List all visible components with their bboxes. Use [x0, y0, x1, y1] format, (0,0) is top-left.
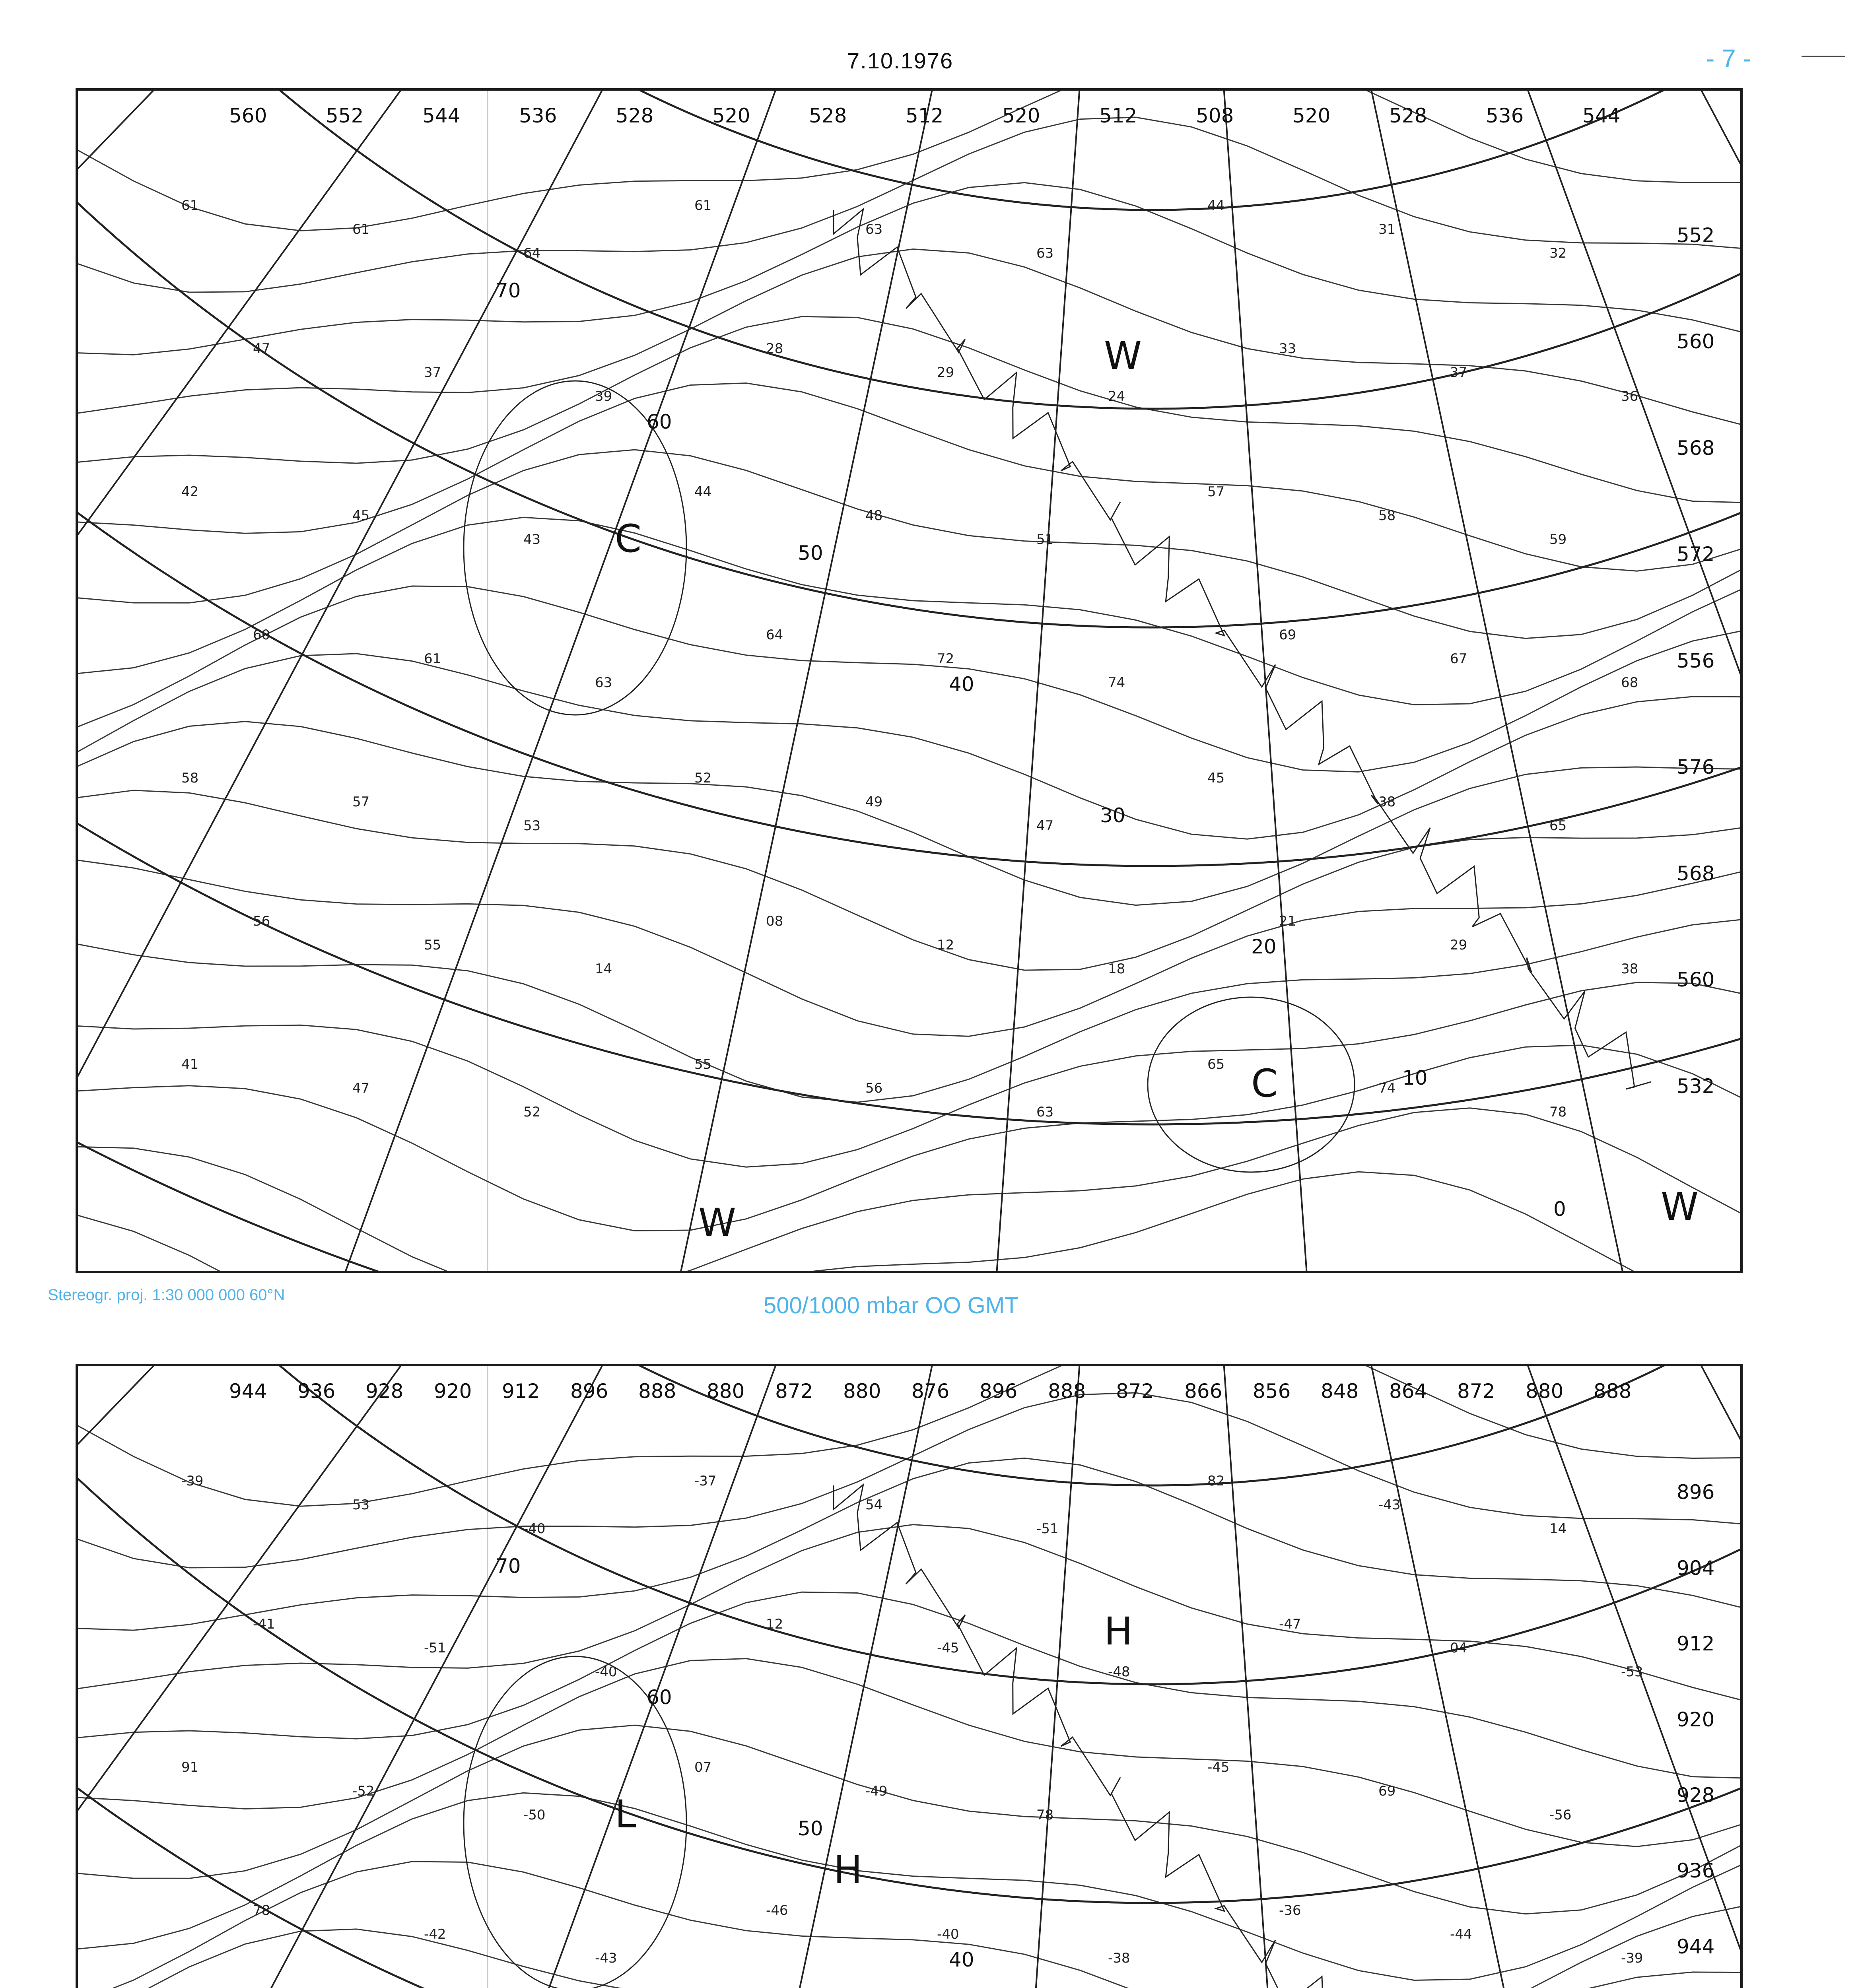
- station-value: 74: [1108, 675, 1125, 691]
- station-value: -43: [1378, 1497, 1401, 1513]
- meridian-line: [78, 91, 1152, 1271]
- height-contour: [78, 654, 1740, 839]
- contour-label: 560: [1677, 968, 1715, 991]
- station-value: -45: [1207, 1759, 1230, 1775]
- station-value: 63: [1036, 1104, 1054, 1120]
- station-value: 58: [1378, 508, 1396, 524]
- caption-top: 500/1000 mbar OO GMT: [764, 1293, 1019, 1318]
- pressure-center: H: [834, 1848, 863, 1892]
- contour-label: 880: [707, 1380, 745, 1403]
- map-svg-top: [78, 91, 1740, 1271]
- contour-label: 520: [1292, 104, 1331, 127]
- contour-label: 944: [1677, 1935, 1715, 1958]
- latitude-circle: [78, 91, 1740, 1271]
- station-value: 63: [595, 675, 612, 691]
- latitude-label: 40: [949, 1948, 974, 1971]
- meridian-line: [1152, 91, 1740, 1271]
- station-value: 44: [1207, 198, 1225, 214]
- station-value: 72: [937, 651, 954, 667]
- station-value: 69: [1378, 1783, 1396, 1799]
- contour-label: 928: [365, 1380, 404, 1403]
- station-value: 64: [523, 245, 541, 261]
- contour-label: 872: [1457, 1380, 1495, 1403]
- station-value: 43: [523, 532, 541, 547]
- pressure-center: H: [1104, 1609, 1133, 1654]
- station-value: 64: [766, 627, 783, 643]
- contour-label: 572: [1677, 543, 1715, 566]
- coastline: [834, 209, 1651, 1089]
- contour-label: 888: [638, 1380, 676, 1403]
- contour-label: 848: [1321, 1380, 1359, 1403]
- coastline: [834, 1485, 1651, 1988]
- station-value: 60: [253, 627, 270, 643]
- contour-label: 532: [1677, 1075, 1715, 1098]
- contour-label: 864: [1389, 1380, 1427, 1403]
- station-value: 55: [424, 937, 441, 953]
- station-value: 78: [1036, 1807, 1054, 1823]
- contour-label: 544: [1582, 104, 1621, 127]
- latitude-label: 60: [647, 1686, 672, 1709]
- latitude-label: 50: [798, 542, 823, 565]
- station-value: 57: [352, 794, 370, 810]
- latitude-label: 0: [1553, 1198, 1566, 1221]
- station-value: 53: [523, 818, 541, 834]
- latitude-label: 10: [1402, 1066, 1428, 1089]
- height-contour: [78, 586, 1740, 772]
- latitude-label: 40: [949, 673, 974, 696]
- station-value: -49: [865, 1783, 888, 1799]
- latitude-circle: [78, 91, 1740, 1271]
- station-value: 29: [937, 365, 954, 381]
- meridian-line: [1152, 1366, 1740, 1988]
- contour-label: 512: [1099, 104, 1137, 127]
- height-contour: [78, 919, 1740, 1102]
- station-value: 41: [181, 1056, 199, 1072]
- station-value: 57: [1207, 484, 1225, 500]
- contour-label: 876: [912, 1380, 950, 1403]
- station-value: -40: [523, 1521, 546, 1537]
- contour-label: 856: [1253, 1380, 1291, 1403]
- station-value: -36: [1279, 1903, 1301, 1918]
- station-value: -48: [1108, 1664, 1130, 1680]
- station-value: 53: [352, 1497, 370, 1513]
- latitude-circle: [78, 91, 1740, 866]
- station-value: -56: [1549, 1807, 1572, 1823]
- contour-label: 508: [1196, 104, 1234, 127]
- station-value: 47: [1036, 818, 1054, 834]
- station-value: 68: [1621, 675, 1638, 691]
- contour-label: 536: [1486, 104, 1524, 127]
- station-value: -50: [523, 1807, 546, 1823]
- station-value: 61: [694, 198, 712, 214]
- station-value: 28: [766, 341, 783, 357]
- station-value: 55: [694, 1056, 712, 1072]
- latitude-label: 50: [798, 1817, 823, 1840]
- station-value: 67: [1450, 651, 1467, 667]
- height-contour: [78, 1108, 1740, 1271]
- station-value: 12: [766, 1616, 783, 1632]
- chart-300mbar: [76, 1364, 1743, 1988]
- height-contour: [78, 1659, 1740, 1847]
- height-contour: [78, 450, 1740, 639]
- station-value: 78: [253, 1903, 270, 1918]
- meridian-line: [1152, 1366, 1740, 1988]
- contour-label: 872: [1116, 1380, 1154, 1403]
- height-contour: [78, 1793, 1740, 1980]
- contour-label: 912: [502, 1380, 540, 1403]
- station-value: 63: [865, 221, 883, 237]
- height-contour: [78, 1929, 1740, 1988]
- page-number: - 7 -: [1706, 44, 1751, 73]
- station-value: 21: [1279, 913, 1296, 929]
- height-contour: [78, 1725, 1740, 1914]
- height-contour: [78, 1458, 1740, 1630]
- contour-label: 560: [1677, 330, 1715, 353]
- station-value: -53: [1621, 1664, 1643, 1680]
- height-contour: [78, 722, 1740, 905]
- station-value: 33: [1279, 341, 1296, 357]
- station-value: 38: [1621, 961, 1638, 977]
- station-value: 91: [181, 1759, 199, 1775]
- height-contour: [78, 1525, 1740, 1702]
- pressure-center: C: [615, 516, 642, 561]
- height-contour: [78, 982, 1740, 1167]
- station-value: 47: [253, 341, 270, 357]
- station-value: 38: [1378, 794, 1396, 810]
- station-value: -43: [595, 1950, 617, 1966]
- chart-500-1000mbar: [76, 88, 1743, 1273]
- station-value: -39: [1621, 1950, 1643, 1966]
- contour-label: 520: [712, 104, 750, 127]
- contour-label: 920: [434, 1380, 472, 1403]
- station-value: -46: [766, 1903, 788, 1918]
- station-value: 52: [694, 770, 712, 786]
- pressure-center: W: [1104, 334, 1142, 378]
- station-value: -44: [1450, 1926, 1472, 1942]
- station-value: -37: [694, 1473, 717, 1489]
- station-value: -45: [937, 1640, 959, 1656]
- station-value: -51: [1036, 1521, 1059, 1537]
- station-value: 54: [865, 1497, 883, 1513]
- contour-label: 552: [1677, 224, 1715, 247]
- station-value: 61: [181, 198, 199, 214]
- station-value: 48: [865, 508, 883, 524]
- latitude-label: 70: [496, 279, 521, 302]
- contour-label: 920: [1677, 1708, 1715, 1731]
- latitude-label: 30: [1100, 804, 1125, 827]
- contour-label: 912: [1677, 1632, 1715, 1655]
- contour-label: 936: [297, 1380, 336, 1403]
- station-value: 37: [424, 365, 441, 381]
- latitude-label: 60: [647, 410, 672, 433]
- height-contour: [78, 316, 1740, 503]
- contour-label: 928: [1677, 1784, 1715, 1807]
- contour-label: 944: [229, 1380, 267, 1403]
- station-value: 63: [1036, 245, 1054, 261]
- station-value: 45: [1207, 770, 1225, 786]
- station-value: 69: [1279, 627, 1296, 643]
- meridian-line: [159, 91, 1152, 1271]
- height-contour: [78, 1592, 1740, 1778]
- station-value: -40: [937, 1926, 959, 1942]
- contour-label: 568: [1677, 862, 1715, 885]
- height-contour: [78, 249, 1740, 427]
- station-value: 45: [352, 508, 370, 524]
- pressure-center: W: [698, 1200, 736, 1245]
- height-contour: [78, 1045, 1740, 1231]
- station-value: 37: [1450, 365, 1467, 381]
- height-contour: [78, 182, 1740, 355]
- contour-label: 896: [1677, 1481, 1715, 1504]
- map-svg-bottom: [78, 1366, 1740, 1988]
- height-contour: [78, 517, 1740, 705]
- pressure-center: C: [1251, 1061, 1278, 1106]
- meridian-line: [1152, 91, 1485, 1271]
- station-value: -38: [1108, 1950, 1130, 1966]
- contour-label: 576: [1677, 755, 1715, 779]
- contour-label: 872: [775, 1380, 813, 1403]
- station-value: 61: [352, 221, 370, 237]
- station-value: -39: [181, 1473, 204, 1489]
- station-value: 82: [1207, 1473, 1225, 1489]
- meridian-line: [78, 91, 1152, 1271]
- meridian-line: [78, 91, 1152, 1271]
- header-rule: [1802, 56, 1845, 57]
- contour-label: 512: [906, 104, 944, 127]
- station-value: 47: [352, 1080, 370, 1096]
- latitude-circle: [78, 91, 1740, 627]
- station-value: 59: [1549, 532, 1567, 547]
- pressure-center: L: [615, 1792, 636, 1837]
- height-contour: [78, 383, 1740, 571]
- station-value: 18: [1108, 961, 1125, 977]
- station-value: -52: [352, 1783, 375, 1799]
- station-value: 32: [1549, 245, 1567, 261]
- station-value: 07: [694, 1759, 712, 1775]
- height-contour: [78, 790, 1740, 970]
- station-value: 36: [1621, 388, 1638, 404]
- contour-label: 866: [1184, 1380, 1223, 1403]
- latitude-circle: [78, 1366, 1740, 1903]
- meridian-line: [1152, 1366, 1740, 1988]
- meridian-line: [1152, 91, 1740, 1271]
- contour-label: 888: [1048, 1380, 1086, 1403]
- contour-label: 880: [843, 1380, 881, 1403]
- station-value: 56: [253, 913, 270, 929]
- station-value: 31: [1378, 221, 1396, 237]
- station-value: 51: [1036, 532, 1054, 547]
- meridian-line: [1152, 91, 1740, 1271]
- station-value: 78: [1549, 1104, 1567, 1120]
- station-value: 49: [865, 794, 883, 810]
- contour-label: 556: [1677, 649, 1715, 672]
- contour-label: 896: [980, 1380, 1018, 1403]
- station-value: 74: [1378, 1080, 1396, 1096]
- chart-date: 7.10.1976: [847, 48, 954, 73]
- contour-label: 568: [1677, 437, 1715, 460]
- station-value: 61: [424, 651, 441, 667]
- contour-label: 560: [229, 104, 267, 127]
- latitude-label: 70: [496, 1555, 521, 1578]
- station-value: 04: [1450, 1640, 1467, 1656]
- contour-label: 552: [326, 104, 364, 127]
- station-value: 65: [1207, 1056, 1225, 1072]
- station-value: 42: [181, 484, 199, 500]
- height-contour: [78, 1172, 1740, 1271]
- contour-label: 880: [1526, 1380, 1564, 1403]
- contour-label: 536: [519, 104, 557, 127]
- contour-label: 528: [1389, 104, 1427, 127]
- contour-label: 528: [809, 104, 847, 127]
- contour-label: 528: [616, 104, 654, 127]
- station-value: 39: [595, 388, 612, 404]
- station-value: 52: [523, 1104, 541, 1120]
- projection-note: Stereogr. proj. 1:30 000 000 60°N: [48, 1286, 285, 1304]
- station-value: -42: [424, 1926, 446, 1942]
- latitude-circle: [78, 91, 1740, 1271]
- contour-label: 896: [570, 1380, 608, 1403]
- contour-label: 888: [1594, 1380, 1632, 1403]
- station-value: 29: [1450, 937, 1467, 953]
- meridian-line: [78, 91, 1152, 1271]
- station-value: 12: [937, 937, 954, 953]
- height-contour: [78, 860, 1740, 1037]
- contour-label: 904: [1677, 1557, 1715, 1580]
- contour-label: 936: [1677, 1859, 1715, 1882]
- station-value: -51: [424, 1640, 446, 1656]
- contour-label: 544: [422, 104, 461, 127]
- station-value: 14: [595, 961, 612, 977]
- station-value: 58: [181, 770, 199, 786]
- station-value: 44: [694, 484, 712, 500]
- pressure-center: W: [1661, 1184, 1699, 1229]
- contour-label: 520: [1002, 104, 1040, 127]
- station-value: 14: [1549, 1521, 1567, 1537]
- station-value: 65: [1549, 818, 1567, 834]
- station-value: -41: [253, 1616, 275, 1632]
- station-value: -40: [595, 1664, 617, 1680]
- station-value: 56: [865, 1080, 883, 1096]
- latitude-label: 20: [1251, 935, 1277, 958]
- station-value: 24: [1108, 388, 1125, 404]
- station-value: 08: [766, 913, 783, 929]
- station-value: -47: [1279, 1616, 1301, 1632]
